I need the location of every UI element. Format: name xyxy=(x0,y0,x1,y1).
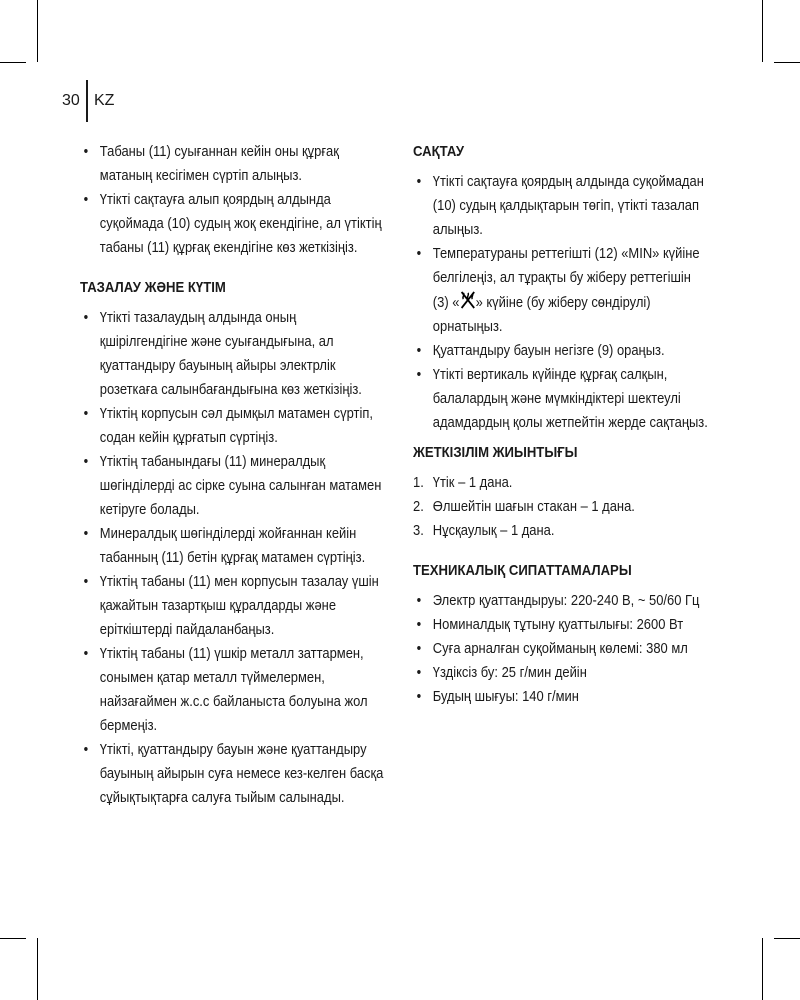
list-item: • Үтікті, қуаттандыру бауын және қуаттандыру бауының айырын суға немесе кез-келген басқа сұйықтықтарға салуға тыйым салынады. xyxy=(80,738,386,810)
language-code: KZ xyxy=(94,92,115,109)
list-item xyxy=(413,495,708,519)
specs-list xyxy=(413,589,708,709)
list-item: • Минералдық шөгінділерді жойғаннан кейін табанның (11) бетін құрғақ матамен сүртіңіз. xyxy=(80,522,386,570)
crop-mark xyxy=(37,0,38,62)
crop-mark xyxy=(37,938,38,1000)
crop-mark xyxy=(0,62,26,63)
list-item: • Электр қуаттандыруы: 220-240 В, ~ 50/60 Гц xyxy=(413,589,708,613)
list-item: • Суға арналған суқойманың көлемі: 380 мл xyxy=(413,637,708,661)
item-number: 3. xyxy=(413,523,424,539)
list-item: • Үтікті вертикаль күйінде құрғақ салқын, балалардың және мүмкіндіктері шектеулі адамдардың қолы жетпейтін жерде сақтаңыз. xyxy=(413,363,708,435)
list-item xyxy=(413,471,708,495)
storage-heading: САҚТАУ xyxy=(413,144,465,160)
list-item: • Үтіктің табаны (11) үшкір металл заттармен, сонымен қатар металл түймелермен, найзағаймен ж.с.с байланыста болуына жол бермеңіз. xyxy=(80,642,386,738)
header-divider xyxy=(86,80,88,122)
storage-list xyxy=(413,170,708,435)
list-item: • Номиналдық тұтыну қуаттылығы: 2600 Вт xyxy=(413,613,708,637)
list-item: • Үтікті сақтауға алып қоярдың алдында суқоймада (10) судың жоқ екендігіне, ал үтіктің табаны (11) құрғақ екендігіне көз жеткізіңіз. xyxy=(80,188,386,260)
list-item: • Үздіксіз бу: 25 г/мин дейін xyxy=(413,661,708,685)
crop-mark xyxy=(762,938,763,1000)
list-item: • Үтіктің табанындағы (11) минералдық шөгінділерді ас сірке суына салынған матамен кетіруге болады. xyxy=(80,450,386,522)
item-text: Нұсқаулық – 1 дана. xyxy=(432,523,555,539)
specs-heading: ТЕХНИКАЛЫҚ СИПАТТАМАЛАРЫ xyxy=(413,563,632,579)
crop-mark xyxy=(762,0,763,62)
list-item: • Үтіктің корпусын сәл дымқыл матамен сүртіп, содан кейін құрғатып сүртіңіз. xyxy=(80,402,386,450)
cleaning-heading: ТАЗАЛАУ ЖӘНЕ КҮТІМ xyxy=(80,280,226,296)
page-number: 30 xyxy=(62,92,80,109)
item-number: 1. xyxy=(413,475,424,491)
left-column xyxy=(80,140,386,810)
list-item: • Үтікті сақтауға қоярдың алдында суқоймадан (10) судың қалдықтарын төгіп, үтікті тазалап алыңыз. xyxy=(413,170,708,242)
intro-list xyxy=(80,140,386,260)
list-item: • Будың шығуы: 140 г/мин xyxy=(413,685,708,709)
crop-mark xyxy=(774,62,800,63)
steam-off-icon xyxy=(459,290,475,310)
list-item: • Қуаттандыру бауын негізге (9) ораңыз. xyxy=(413,339,708,363)
list-item: • Табаны (11) суығаннан кейін оны құрғақ матаның кесігімен сүртіп алыңыз. xyxy=(80,140,386,188)
item-text: Өлшейтін шағын стакан – 1 дана. xyxy=(432,499,635,515)
list-item: • Үтіктің табаны (11) мен корпусын тазалау үшін қажайтын тазартқыш құралдарды және еріткіштерді пайдаланбаңыз. xyxy=(80,570,386,642)
contents-heading: ЖЕТКІЗІЛІМ ЖИЫНТЫҒЫ xyxy=(413,445,578,461)
crop-mark xyxy=(774,938,800,939)
list-item xyxy=(413,519,708,543)
contents-list xyxy=(413,471,708,543)
right-column xyxy=(413,140,708,709)
storage-item-text: Температураны реттегішті (12) «MIN» күйіне белгілеңіз, ал тұрақты бу жіберу реттегішін (3) « xyxy=(432,246,700,311)
item-text: Үтік – 1 дана. xyxy=(432,475,513,491)
list-item: • Үтікті тазалаудың алдында оның қшірілгендігіне және суығандығына, ал қуаттандыру бауының айыры электрлік розеткаға салынбағандығына көз жеткізіңіз. xyxy=(80,306,386,402)
crop-mark xyxy=(0,938,26,939)
item-number: 2. xyxy=(413,499,424,515)
storage-item-text: » күйіне (бу жіберу сөндірулі) орнатыңыз. xyxy=(432,295,651,335)
list-item xyxy=(413,242,708,339)
cleaning-list xyxy=(80,306,386,810)
